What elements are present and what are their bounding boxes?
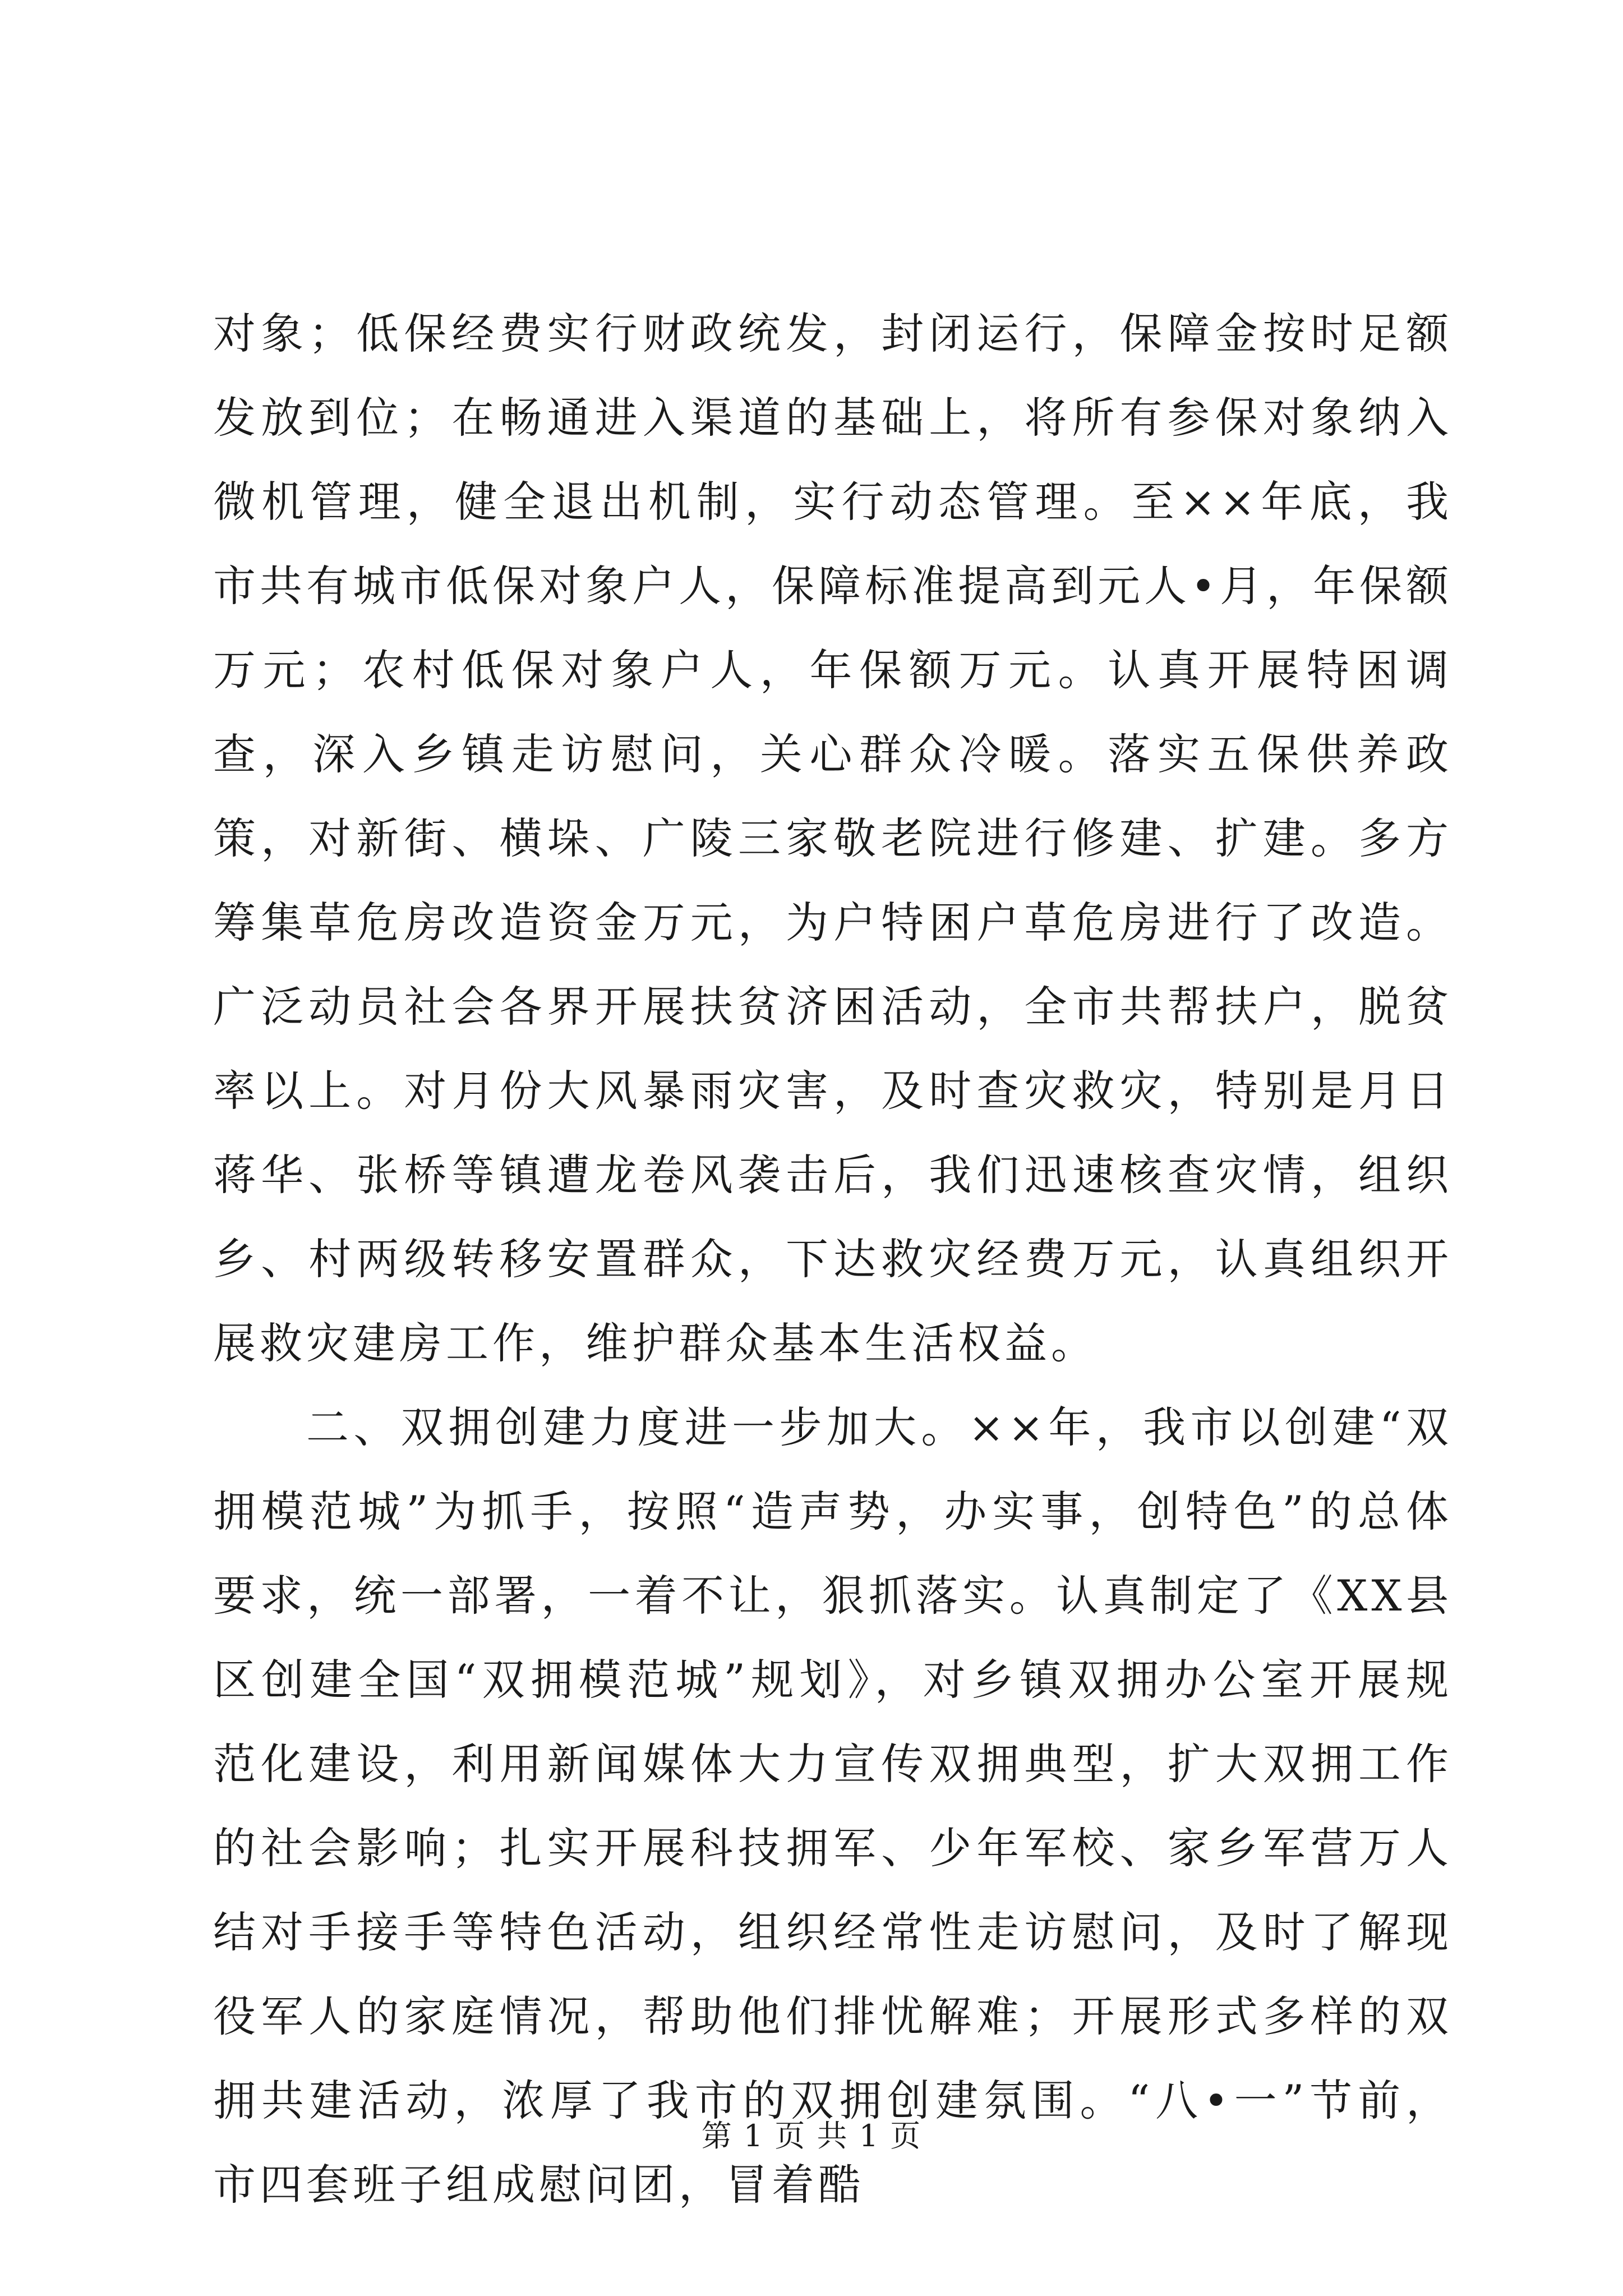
page-footer: 第 1 页 共 1 页 <box>701 2118 922 2154</box>
document-body <box>213 292 1453 2227</box>
paragraph-2: 二、双拥创建力度进一步加大。××年，我市以创建“双拥模范城”为抓手，按照“造声势，办实事，创特色”的总体要求，统一部署，一着不让，狠抓落实。认真制定了《XX县区创建全国“双拥模范城”规划》，对乡镇双拥办公室开展规范化建设，利用新闻媒体大力宣传双拥典型，扩大双拥工作的社会影响；扎实开展科技拥军、少年军校、家乡军营万人结对手接手等特色活动，组织经常性走访慰问，及时了解现役军人的家庭情况，帮助他们排忧解难；开展形式多样的双拥共建活动，浓厚了我市的双拥创建氛围。“八•一”节前，市四套班子组成慰问团，冒着酷 <box>213 1402 1453 2210</box>
paragraph-1: 对象；低保经费实行财政统发，封闭运行，保障金按时足额发放到位；在畅通进入渠道的基础上，将所有参保对象纳入微机管理，健全退出机制，实行动态管理。至××年底，我市共有城市低保对象户人，保障标准提高到元人•月，年保额万元；农村低保对象户人，年保额万元。认真开展特困调查，深入乡镇走访慰问，关心群众冷暖。落实五保供养政策，对新街、横垛、广陵三家敬老院进行修建、扩建。多方筹集草危房改造资金万元，为户特困户草危房进行了改造。广泛动员社会各界开展扶贫济困活动，全市共帮扶户，脱贫率以上。对月份大风暴雨灾害，及时查灾救灾，特别是月日蒋华、张桥等镇遭龙卷风袭击后，我们迅速核查灾情，组织乡、村两级转移安置群众，下达救灾经费万元，认真组织开展救灾建房工作，维护群众基本生活权益。 <box>213 309 1453 1368</box>
